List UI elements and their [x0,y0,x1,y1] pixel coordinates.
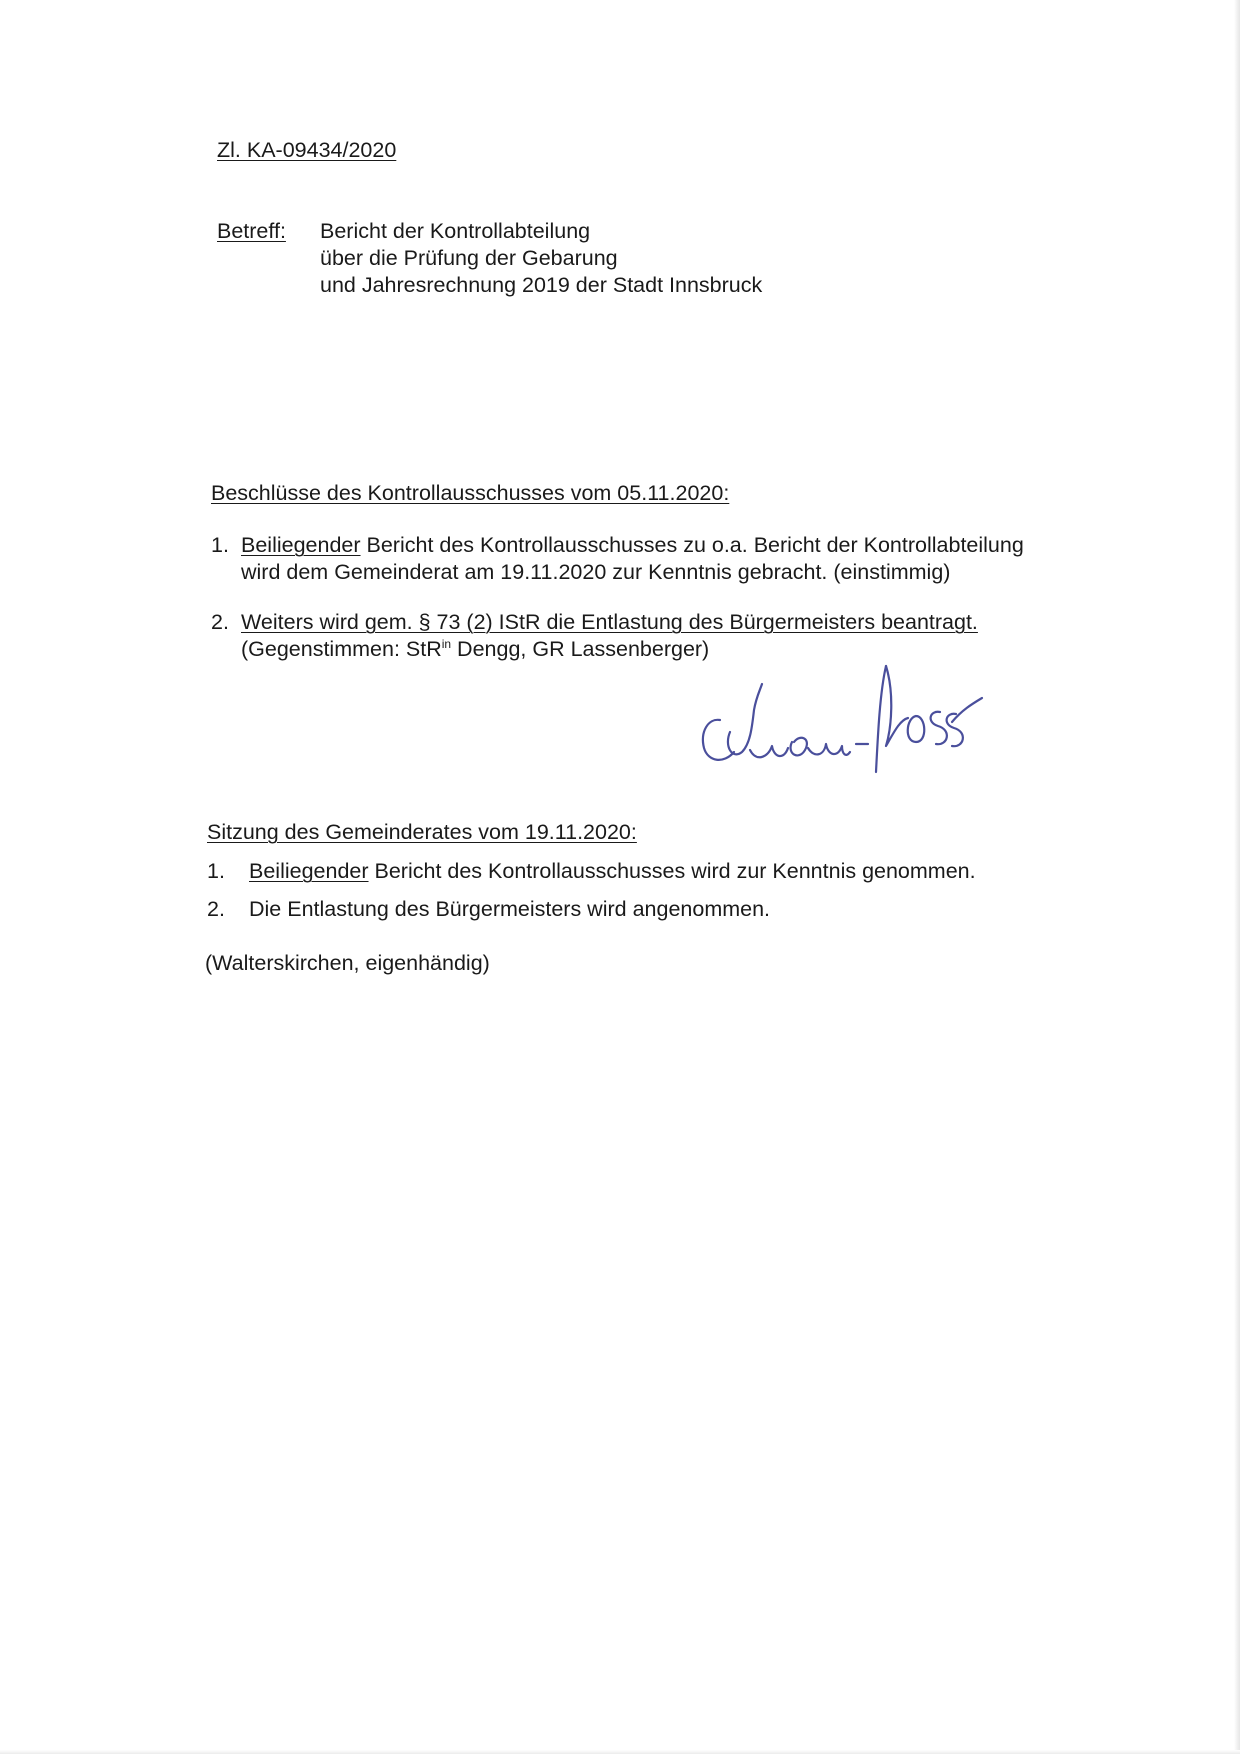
committee-item-1-line1 [241,532,1024,559]
committee-item-2 [241,609,978,663]
author-note: (Walterskirchen, eigenhändig) [205,951,490,975]
committee-item-1 [241,532,1024,586]
council-item-1-rest: Bericht des Kontrollausschusses wird zur Kenntnis genommen. [368,859,976,883]
council-item-number: 1. [207,859,225,883]
vote-against-prefix: (Gegenstimmen: StR [241,637,442,661]
vote-against-names: Dengg, GR Lassenberger) [451,637,710,661]
committee-item-number: 2. [211,610,229,634]
reference-number: Zl. KA-09434/2020 [217,138,397,162]
committee-item-1-line2: wird dem Gemeinderat am 19.11.2020 zur Kenntnis gebracht. (einstimmig) [241,560,951,584]
subject-line: Bericht der Kontrollabteilung [320,219,591,243]
subject-label: Betreff: [217,219,286,243]
council-item-2: Die Entlastung des Bürgermeisters wird angenommen. [249,897,771,921]
council-item-1-lead: Beiliegender [249,859,369,883]
committee-item-1-rest: Bericht des Kontrollausschusses zu o.a. Bericht der Kontrollabteilung [360,533,1024,557]
subject-text [320,218,762,299]
committee-heading: Beschlüsse des Kontrollausschusses vom 05.11.2020: [211,481,730,505]
committee-item-2-line1: Weiters wird gem. § 73 (2) IStR die Entlastung des Bürgermeisters beantragt. [241,610,978,634]
subject-line: über die Prüfung der Gebarung [320,246,618,270]
vote-against-superscript: in [441,637,452,651]
committee-item-number: 1. [211,533,229,557]
scan-edge [1234,0,1240,1754]
council-item-1 [249,858,976,885]
council-heading: Sitzung des Gemeinderates vom 19.11.2020: [207,820,637,844]
scan-edge [0,1750,1240,1754]
committee-item-1-lead: Beiliegender [241,533,361,557]
committee-item-2-line2 [241,636,978,663]
handwritten-signature [690,662,990,782]
council-item-number: 2. [207,897,225,921]
subject-line: und Jahresrechnung 2019 der Stadt Innsbruck [320,273,763,297]
